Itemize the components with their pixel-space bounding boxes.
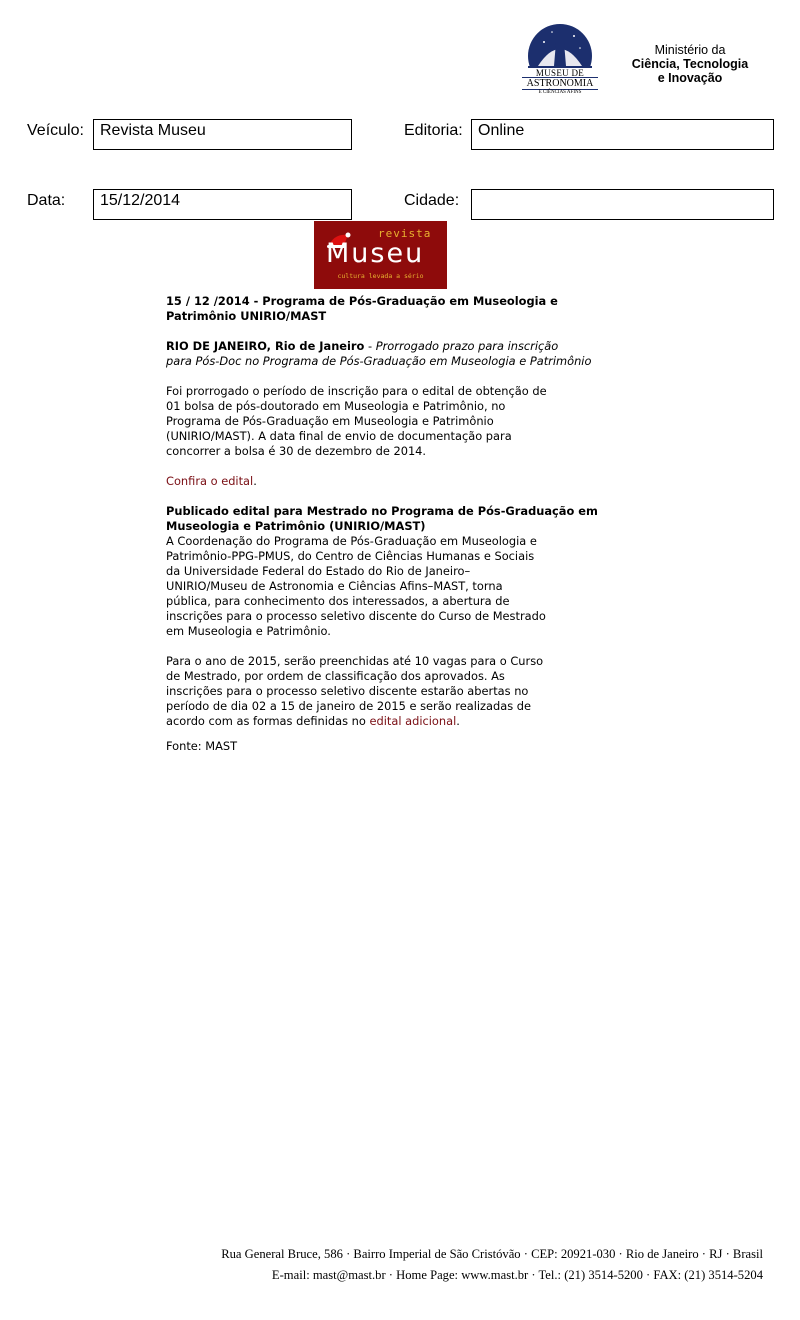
data-label: Data: <box>27 192 66 209</box>
veiculo-field[interactable]: Revista Museu <box>93 119 352 150</box>
subheadline-line-2: Museologia e Patrimônio (UNIRIO/MAST) <box>166 519 426 533</box>
p1-line-4: (UNIRIO/MAST). A data final de envio de documentação para <box>166 429 512 443</box>
ministry-line-1: Ministério da <box>654 43 726 57</box>
revista-museu-masthead <box>314 221 447 289</box>
p3-period: . <box>456 714 460 728</box>
logo-line-2: ASTRONOMIA <box>522 77 598 90</box>
footer-address: Rua General Bruce, 586 · Bairro Imperial de São Cristóvão · CEP: 20921-030 · Rio de Janeiro · RJ · Brasil <box>221 1247 763 1261</box>
p1-line-5: concorrer a bolsa é 30 de dezembro de 2014. <box>166 444 427 458</box>
observatory-dome-icon <box>522 22 598 68</box>
logo-line-3: E CIÊNCIAS AFINS <box>538 90 582 95</box>
ministry-block <box>610 43 770 85</box>
footer-contact: E-mail: mast@mast.br · Home Page: www.mast.br · Tel.: (21) 3514-5200 · FAX: (21) 3514-5204 <box>271 1268 763 1282</box>
data-field[interactable]: 15/12/2014 <box>93 189 352 220</box>
lead-line-2: para Pós-Doc no Programa de Pós-Graduação em Museologia e Patrimônio <box>166 354 592 368</box>
p2-line-3: da Universidade Federal do Estado do Rio de Janeiro– <box>166 564 471 578</box>
p2-line-5: pública, para conhecimento dos interessados, a abertura de <box>166 594 510 608</box>
headline-line-1: 15 / 12 /2014 - Programa de Pós-Graduação em Museologia e <box>166 294 558 308</box>
masthead-big: Museu <box>326 238 425 269</box>
dateline: RIO DE JANEIRO, Rio de Janeiro <box>166 339 365 353</box>
confira-edital-link[interactable]: Confira o edital <box>166 474 254 488</box>
cidade-field[interactable] <box>471 189 774 220</box>
cidade-label: Cidade: <box>404 192 460 209</box>
p1-line-1: Foi prorrogado o período de inscrição para o edital de obtenção de <box>166 384 547 398</box>
confira-paragraph <box>166 474 606 489</box>
p2-line-1: A Coordenação do Programa de Pós-Graduação em Museologia e <box>166 534 537 548</box>
p3-line-5-text: acordo com as formas definidas no <box>166 714 370 728</box>
ministry-line-2: Ciência, Tecnologia <box>631 57 749 71</box>
p3-line-1: Para o ano de 2015, serão preenchidas até 10 vagas para o Curso <box>166 654 544 668</box>
mast-logo <box>522 22 598 96</box>
article <box>166 294 606 754</box>
editoria-label: Editoria: <box>404 122 463 139</box>
confira-period: . <box>253 474 257 488</box>
veiculo-label: Veículo: <box>27 122 84 139</box>
logo-line-1: MUSEU DE <box>535 68 585 78</box>
dateline-paragraph <box>166 339 606 354</box>
p2-line-6: inscrições para o processo seletivo discente do Curso de Mestrado <box>166 609 546 623</box>
p2-line-2: Patrimônio-PPG-PMUS, do Centro de Ciências Humanas e Sociais <box>166 549 535 563</box>
p3-line-5 <box>166 714 606 729</box>
p1-line-3: Programa de Pós-Graduação em Museologia e Patrimônio <box>166 414 494 428</box>
p2-line-4: UNIRIO/Museu de Astronomia e Ciências Afins–MAST, torna <box>166 579 503 593</box>
dateline-separator: - <box>364 339 376 353</box>
masthead-small: revista <box>378 227 432 240</box>
p3-line-3: inscrições para o processo seletivo discente estarão abertas no <box>166 684 529 698</box>
subheadline-line-1: Publicado edital para Mestrado no Programa de Pós-Graduação em <box>166 504 598 518</box>
edital-adicional-link[interactable]: edital adicional <box>369 714 457 728</box>
p1-line-2: 01 bolsa de pós-doutorado em Museologia e Patrimônio, no <box>166 399 506 413</box>
editoria-field[interactable]: Online <box>471 119 774 150</box>
p2-line-7: em Museologia e Patrimônio. <box>166 624 331 638</box>
lead-line-1: Prorrogado prazo para inscrição <box>375 339 559 353</box>
headline-line-2: Patrimônio UNIRIO/MAST <box>166 309 327 323</box>
masthead-tagline: cultura levada a sério <box>337 272 424 280</box>
p3-line-2: de Mestrado, por ordem de classificação dos aprovados. As <box>166 669 505 683</box>
ministry-line-3: e Inovação <box>657 71 723 85</box>
source: Fonte: MAST <box>166 739 238 753</box>
p3-line-4: período de dia 02 a 15 de janeiro de 2015 e serão realizadas de <box>166 699 531 713</box>
